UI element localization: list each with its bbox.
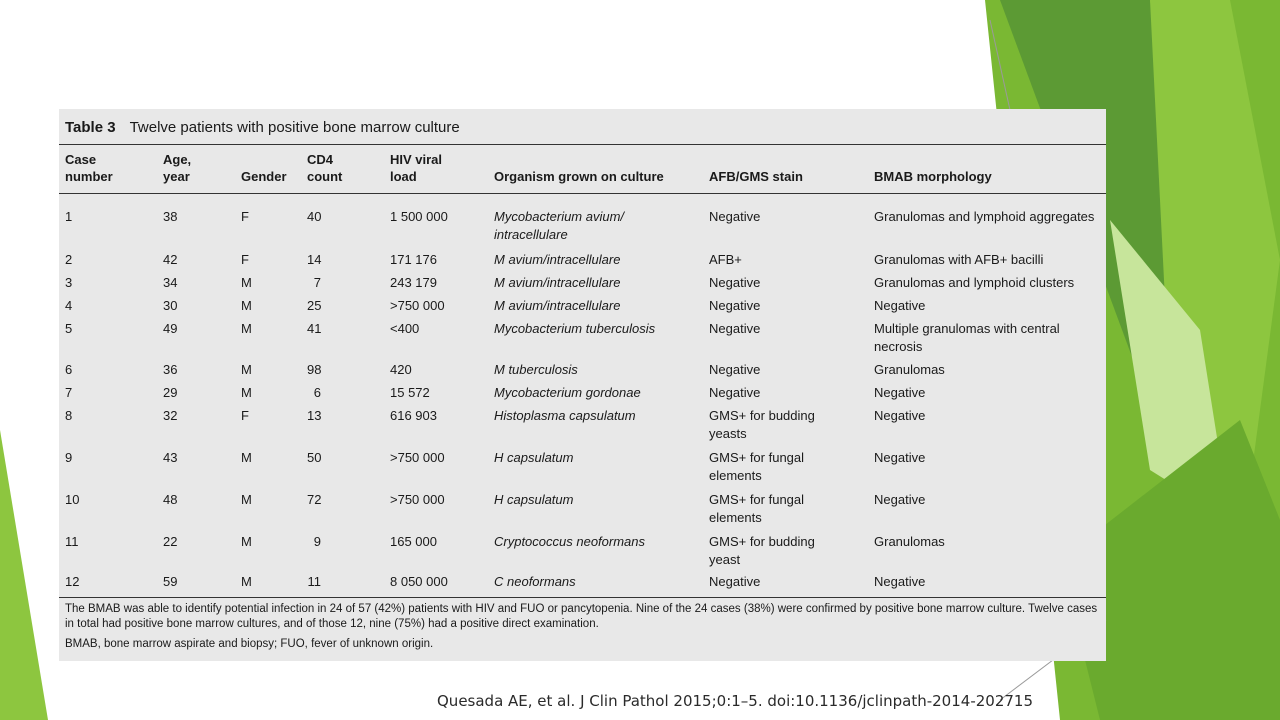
cell-organism: [494, 407, 636, 425]
cell-age: 49: [163, 321, 178, 336]
cell-hiv: 171 176: [390, 252, 437, 267]
cell-hiv: 243 179: [390, 275, 437, 290]
cell-organism: [494, 274, 620, 292]
cell-organism: [494, 297, 620, 315]
cell-morph: [874, 274, 1074, 292]
cell-morph: [874, 533, 945, 551]
cell-morph: [874, 297, 925, 315]
cell-line: M avium/intracellulare: [494, 252, 621, 267]
cell-organism: [494, 208, 624, 244]
cell-gender: M: [241, 492, 252, 507]
cell-organism: [494, 491, 573, 509]
table-title: [65, 119, 460, 136]
cell-gender: M: [241, 362, 252, 377]
cell-hiv: <400: [390, 321, 420, 336]
cell-line: intracellulare: [494, 227, 568, 242]
cell-age: 43: [163, 450, 178, 465]
cell-stain: [709, 274, 760, 292]
cell-morph: [874, 251, 1043, 269]
header-stain: AFB/GMS stain: [709, 169, 803, 184]
cell-morph: [874, 384, 925, 402]
cell-stain: [709, 384, 760, 402]
cell-organism: [494, 320, 655, 338]
cell-line: GMS+ for fungal: [709, 450, 805, 465]
cell-organism: [494, 449, 573, 467]
header-cd4: CD4 count: [307, 152, 343, 184]
cell-hiv: 420: [390, 362, 412, 377]
cell-line: GMS+ for budding: [709, 408, 815, 423]
table-title-text: Twelve patients with positive bone marrow culture: [129, 119, 460, 136]
cell-line: M avium/intracellulare: [494, 275, 621, 290]
cell-line: elements: [709, 510, 762, 525]
cell-line: H capsulatum: [494, 450, 574, 465]
cell-organism: [494, 384, 641, 402]
cell-hiv: 8 050 000: [390, 574, 448, 589]
cell-age: 38: [163, 209, 178, 224]
cell-cd4: 13: [307, 408, 322, 423]
cell-stain: [709, 491, 804, 527]
header-morph: BMAB morphology: [874, 169, 992, 184]
cell-age: 30: [163, 298, 178, 313]
cell-line: Negative: [709, 362, 761, 377]
cell-line: M tuberculosis: [494, 362, 578, 377]
cell-line: C neoformans: [494, 574, 576, 589]
cell-case: 2: [65, 252, 73, 267]
cell-hiv: >750 000: [390, 298, 445, 313]
cell-morph: [874, 407, 925, 425]
cell-organism: [494, 533, 645, 551]
cell-gender: F: [241, 252, 249, 267]
cell-line: yeast: [709, 552, 741, 567]
cell-line: Mycobacterium avium/: [494, 209, 625, 224]
cell-line: Multiple granulomas with central: [874, 321, 1060, 336]
cell-case: 7: [65, 385, 73, 400]
header-organism: Organism grown on culture: [494, 169, 664, 184]
cell-cd4: 6: [313, 385, 321, 400]
cell-line: Negative: [874, 385, 926, 400]
cell-cd4: 11: [307, 574, 321, 589]
cell-line: yeasts: [709, 426, 747, 441]
cell-gender: M: [241, 275, 252, 290]
cell-cd4: 7: [313, 275, 321, 290]
cell-morph: [874, 208, 1094, 226]
cell-stain: [709, 297, 760, 315]
cell-cd4: 50: [307, 450, 322, 465]
rule-bottom: [59, 597, 1106, 598]
cell-line: Negative: [709, 275, 761, 290]
table-number: Table 3: [65, 119, 116, 136]
cell-stain: [709, 449, 804, 485]
cell-line: GMS+ for budding: [709, 534, 815, 549]
cell-organism: [494, 251, 620, 269]
header-age: Age, year: [163, 152, 192, 184]
cell-gender: M: [241, 574, 252, 589]
cell-case: 9: [65, 450, 73, 465]
header-gender: Gender: [241, 169, 287, 184]
cell-stain: [709, 320, 760, 338]
cell-line: Negative: [709, 385, 761, 400]
cell-organism: [494, 573, 576, 591]
cell-stain: [709, 573, 760, 591]
cell-line: M avium/intracellulare: [494, 298, 621, 313]
cell-line: Negative: [874, 298, 926, 313]
cell-stain: [709, 533, 815, 569]
cell-age: 29: [163, 385, 178, 400]
cell-cd4: 25: [307, 298, 322, 313]
cell-stain: [709, 407, 815, 443]
cell-line: H capsulatum: [494, 492, 574, 507]
cell-hiv: 1 500 000: [390, 209, 448, 224]
cell-case: 12: [65, 574, 80, 589]
cell-case: 8: [65, 408, 73, 423]
cell-line: Negative: [709, 321, 761, 336]
cell-case: 3: [65, 275, 73, 290]
cell-case: 1: [65, 209, 73, 224]
cell-line: necrosis: [874, 339, 923, 354]
cell-age: 36: [163, 362, 178, 377]
cell-line: GMS+ for fungal: [709, 492, 805, 507]
cell-age: 22: [163, 534, 178, 549]
cell-line: Granulomas and lymphoid clusters: [874, 275, 1075, 290]
cell-gender: M: [241, 321, 252, 336]
citation: Quesada AE, et al. J Clin Pathol 2015;0:1–5. doi:10.1136/jclinpath-2014-202715: [437, 692, 1033, 710]
cell-cd4: 41: [307, 321, 322, 336]
cell-line: Negative: [874, 574, 926, 589]
cell-hiv: >750 000: [390, 492, 445, 507]
rule-header: [59, 193, 1106, 194]
header-case: Case number: [65, 152, 113, 184]
table-figure: [59, 109, 1106, 661]
cell-line: elements: [709, 468, 762, 483]
cell-stain: [709, 361, 760, 379]
cell-hiv: 616 903: [390, 408, 437, 423]
cell-case: 6: [65, 362, 73, 377]
table-abbreviations: BMAB, bone marrow aspirate and biopsy; FUO, fever of unknown origin.: [65, 638, 434, 650]
cell-morph: [874, 361, 945, 379]
cell-line: Negative: [874, 492, 926, 507]
cell-age: 34: [163, 275, 178, 290]
cell-line: Mycobacterium tuberculosis: [494, 321, 656, 336]
cell-cd4: 40: [307, 209, 322, 224]
cell-morph: [874, 320, 1060, 356]
cell-cd4: 72: [307, 492, 322, 507]
cell-gender: M: [241, 450, 252, 465]
cell-morph: [874, 573, 925, 591]
cell-line: Histoplasma capsulatum: [494, 408, 636, 423]
cell-organism: [494, 361, 578, 379]
cell-age: 42: [163, 252, 178, 267]
cell-cd4: 9: [313, 534, 321, 549]
cell-age: 48: [163, 492, 178, 507]
cell-morph: [874, 491, 925, 509]
cell-gender: M: [241, 385, 252, 400]
table-footnote: The BMAB was able to identify potential infection in 24 of 57 (42%) patients with HIV and FUO or pancytopenia. Nine of the 24 cases (38%) were confirmed by positive bone marrow culture. Twelve cases in total had positive bone marrow cultures, and of those 12, nine (75%) had a positive direct examination.: [65, 603, 1098, 630]
cell-line: Granulomas and lymphoid aggregates: [874, 209, 1095, 224]
cell-line: Granulomas: [874, 534, 945, 549]
cell-line: Negative: [874, 450, 926, 465]
cell-gender: F: [241, 408, 249, 423]
cell-line: Negative: [709, 574, 761, 589]
cell-gender: F: [241, 209, 249, 224]
cell-case: 11: [65, 534, 79, 549]
cell-line: Granulomas: [874, 362, 945, 377]
cell-hiv: 15 572: [390, 385, 430, 400]
cell-cd4: 14: [307, 252, 322, 267]
cell-hiv: >750 000: [390, 450, 445, 465]
cell-age: 59: [163, 574, 178, 589]
cell-line: Cryptococcus neoformans: [494, 534, 646, 549]
cell-gender: M: [241, 534, 252, 549]
cell-cd4: 98: [307, 362, 322, 377]
cell-line: Negative: [709, 298, 761, 313]
cell-line: Negative: [709, 209, 761, 224]
cell-stain: [709, 251, 742, 269]
cell-case: 5: [65, 321, 73, 336]
cell-case: 4: [65, 298, 73, 313]
header-hiv: HIV viral load: [390, 152, 443, 184]
cell-line: Mycobacterium gordonae: [494, 385, 641, 400]
cell-line: Negative: [874, 408, 926, 423]
green-shape-left: [0, 430, 48, 720]
cell-stain: [709, 208, 760, 226]
rule-top: [59, 144, 1106, 145]
cell-case: 10: [65, 492, 80, 507]
cell-line: AFB+: [709, 252, 742, 267]
cell-gender: M: [241, 298, 252, 313]
cell-line: Granulomas with AFB+ bacilli: [874, 252, 1044, 267]
cell-hiv: 165 000: [390, 534, 437, 549]
cell-morph: [874, 449, 925, 467]
cell-age: 32: [163, 408, 178, 423]
